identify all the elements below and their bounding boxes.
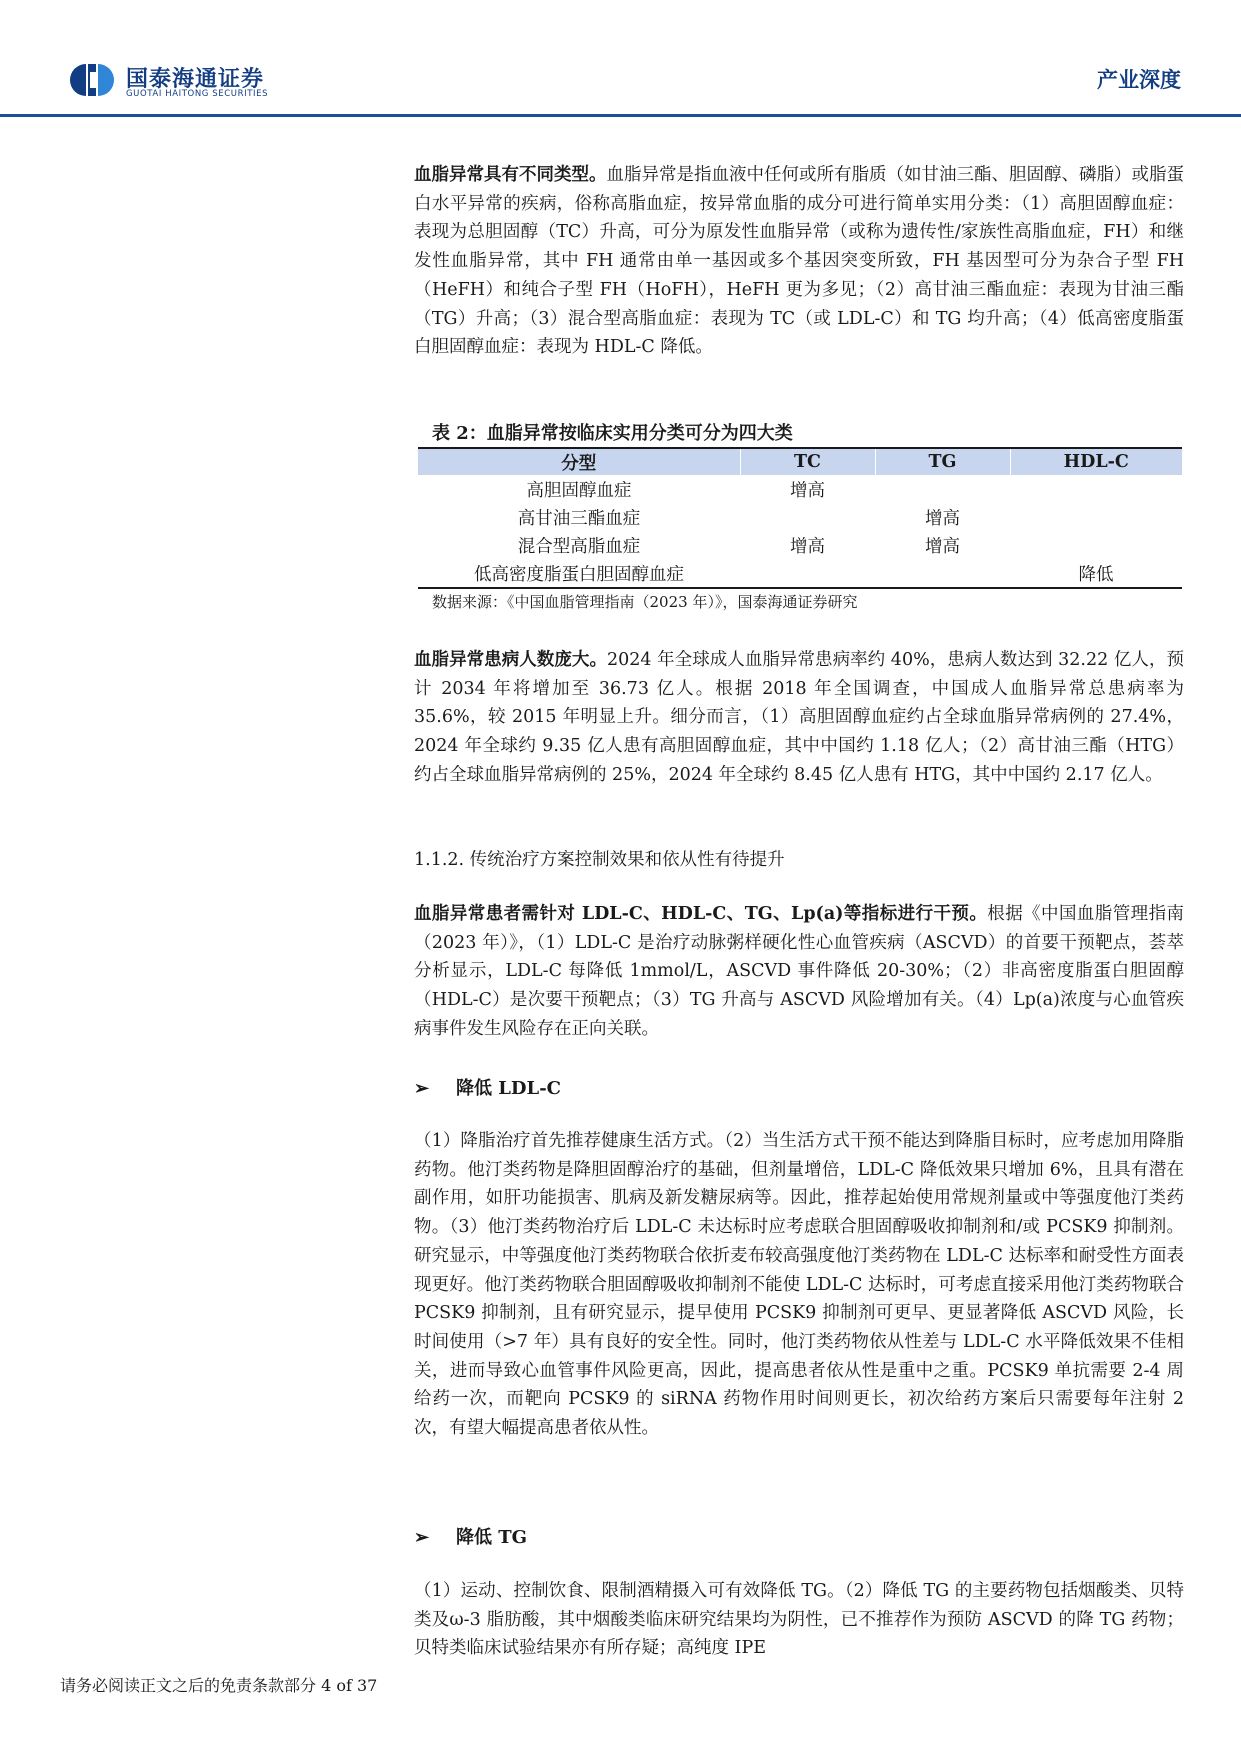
- table-header-cell: TG: [875, 448, 1010, 475]
- table-cell: 增高: [790, 480, 825, 501]
- paragraph-lead: 血脂异常患病人数庞大。: [414, 650, 607, 670]
- paragraph-lead: 血脂异常具有不同类型。: [414, 165, 607, 185]
- arrow-bullet-icon: ➢: [414, 1527, 430, 1548]
- classification-table: [418, 447, 1182, 589]
- table-cell: 增高: [790, 536, 825, 557]
- logo-english-name: GUOTAI HAITONG SECURITIES: [126, 89, 269, 99]
- paragraph-body: 根据《中国血脂管理指南（2023 年）》，（1）LDL-C 是治疗动脉粥样硬化性心血管疾病（ASCVD）的首要干预靶点，荟萃分析显示，LDL-C 每降低 1mmol/L，ASCVD 事件降低 20-30%；（2）非高密度脂蛋白胆固醇（HDL-C）是次要干预靶点；（3）TG 升高与 ASCVD 风险增加有关。（4）Lp(a)浓度与心血管疾病事件发生风险存在正向关联。: [414, 904, 1184, 1039]
- table-header-cell: TC: [740, 448, 875, 475]
- paragraph-body: 2024 年全球成人血脂异常患病率约 40%，患病人数达到 32.22 亿人，预计 2034 年将增加至 36.73 亿人。根据 2018 年全国调查，中国成人血脂异常总患病率为 35.6%，较 2015 年明显上升。细分而言，（1）高胆固醇血症约占全球血脂异常病例的 27.4%，2024 年全球约 9.35 亿人患有高胆固醇血症，其中中国约 1.18 亿人；（2）高甘油三酯（HTG）约占全球血脂异常病例的 25%，2024 年全球约 8.45 亿人患有 HTG，其中中国约 2.17 亿人。: [414, 650, 1184, 785]
- table-cell: [875, 559, 1010, 588]
- table-row: [418, 559, 1182, 588]
- report-type-label: 产业深度: [1097, 68, 1181, 92]
- section-subheading: 1.1.2. 传统治疗方案控制效果和依从性有待提升: [414, 850, 785, 870]
- table-source-note: 数据来源：《中国血脂管理指南（2023 年）》，国泰海通证券研究: [432, 593, 858, 611]
- bullet-label: 降低 LDL-C: [456, 1078, 561, 1099]
- table-header-cell: HDL-C: [1010, 448, 1182, 475]
- company-logo: [68, 60, 368, 100]
- paragraph-ldl-therapy: （1）降脂治疗首先推荐健康生活方式。（2）当生活方式干预不能达到降脂目标时，应考虑加用降脂药物。他汀类药物是降胆固醇治疗的基础，但剂量增倍，LDL-C 降低效果只增加 6%，且具有潜在副作用，如肝功能损害、肌病及新发糖尿病等。因此，推荐起始使用常规剂量或中等强度他汀类药物。（3）他汀类药物治疗后 LDL-C 未达标时应考虑联合胆固醇吸收抑制剂和/或 PCSK9 抑制剂。研究显示，中等强度他汀类药物联合依折麦布较高强度他汀类药物在 LDL-C 达标率和耐受性方面表现更好。他汀类药物联合胆固醇吸收抑制剂不能使 LDL-C 达标时，可考虑直接采用他汀类药物联合 PCSK9 抑制剂，且有研究显示，提早使用 PCSK9 抑制剂可更早、更显著降低 ASCVD 风险，长时间使用（>7 年）具有良好的安全性。同时，他汀类药物依从性差与 LDL-C 水平降低效果不佳相关，进而导致心血管事件风险更高，因此，提高患者依从性是重中之重。PCSK9 单抗需要 2-4 周给药一次，而靶向 PCSK9 的 siRNA 药物作用时间则更长，初次给药方案后只需要每年注射 2 次，有望大幅提高患者依从性。: [414, 1131, 1184, 1439]
- paragraph-dyslipidemia-types: [414, 161, 1184, 362]
- paragraph-body: 血脂异常是指血液中任何或所有脂质（如甘油三酯、胆固醇、磷脂）或脂蛋白水平异常的疾病，俗称高脂血症，按异常血脂的成分可进行简单实用分类：（1）高胆固醇血症：表现为总胆固醇（TC）升高，可分为原发性血脂异常（或称为遗传性/家族性高脂血症，FH）和继发性血脂异常，其中 FH 通常由单一基因或多个基因突变所致，FH 基因型可分为杂合子型 FH（HeFH）和纯合子型 FH（HoFH），HeFH 更为多见；（2）高甘油三酯血症：表现为甘油三酯（TG）升高；（3）混合型高脂血症：表现为 TC（或 LDL-C）和 TG 均升高；（4）低高密度脂蛋白胆固醇血症：表现为 HDL-C 降低。: [414, 165, 1184, 358]
- table-cell: 混合型高脂血症: [517, 536, 641, 557]
- table-cell: 增高: [925, 536, 960, 557]
- page-footer: 请务必阅读正文之后的免责条款部分 4 of 37: [60, 1676, 378, 1695]
- paragraph-intervention-targets: [414, 900, 1184, 1044]
- table-header-cell: 分型: [418, 448, 740, 475]
- header-divider: [0, 114, 1241, 117]
- paragraph-patient-population: [414, 646, 1184, 790]
- table-row: [418, 475, 1182, 503]
- table-row: [418, 503, 1182, 531]
- table-cell: [740, 503, 875, 531]
- table-header-row: [418, 448, 1182, 475]
- table-cell: 高甘油三酯血症: [517, 508, 641, 529]
- table-cell: 低高密度脂蛋白胆固醇血症: [474, 564, 684, 585]
- paragraph-tg-therapy: （1）运动、控制饮食、限制酒精摄入可有效降低 TG。（2）降低 TG 的主要药物包括烟酸类、贝特类及ω-3 脂肪酸，其中烟酸类临床研究结果均为阴性，已不推荐作为预防 ASCVD 的降 TG 药物；贝特类临床试验结果亦有所存疑；高纯度 IPE: [414, 1581, 1184, 1659]
- table-cell: [1010, 475, 1182, 503]
- table-cell: 增高: [925, 508, 960, 529]
- logo-mark-icon: [68, 62, 118, 98]
- logo-chinese-name: 国泰海通证券: [126, 67, 265, 92]
- table-cell: [875, 475, 1010, 503]
- bullet-label: 降低 TG: [456, 1527, 528, 1548]
- table-cell: [1010, 503, 1182, 531]
- bullet-heading-tg: [414, 1523, 527, 1549]
- paragraph-lead: 血脂异常患者需针对 LDL-C、HDL-C、TG、Lp(a)等指标进行干预。: [414, 904, 988, 924]
- table-cell: 降低: [1078, 564, 1114, 585]
- table-cell: 高胆固醇血症: [526, 480, 632, 501]
- table-cell: [1010, 531, 1182, 559]
- arrow-bullet-icon: ➢: [414, 1078, 430, 1099]
- table-cell: [740, 559, 875, 588]
- table-row: [418, 531, 1182, 559]
- table-title: 表 2：血脂异常按临床实用分类可分为四大类: [432, 423, 793, 444]
- bullet-heading-ldl: [414, 1074, 561, 1100]
- page-header: [0, 0, 1241, 120]
